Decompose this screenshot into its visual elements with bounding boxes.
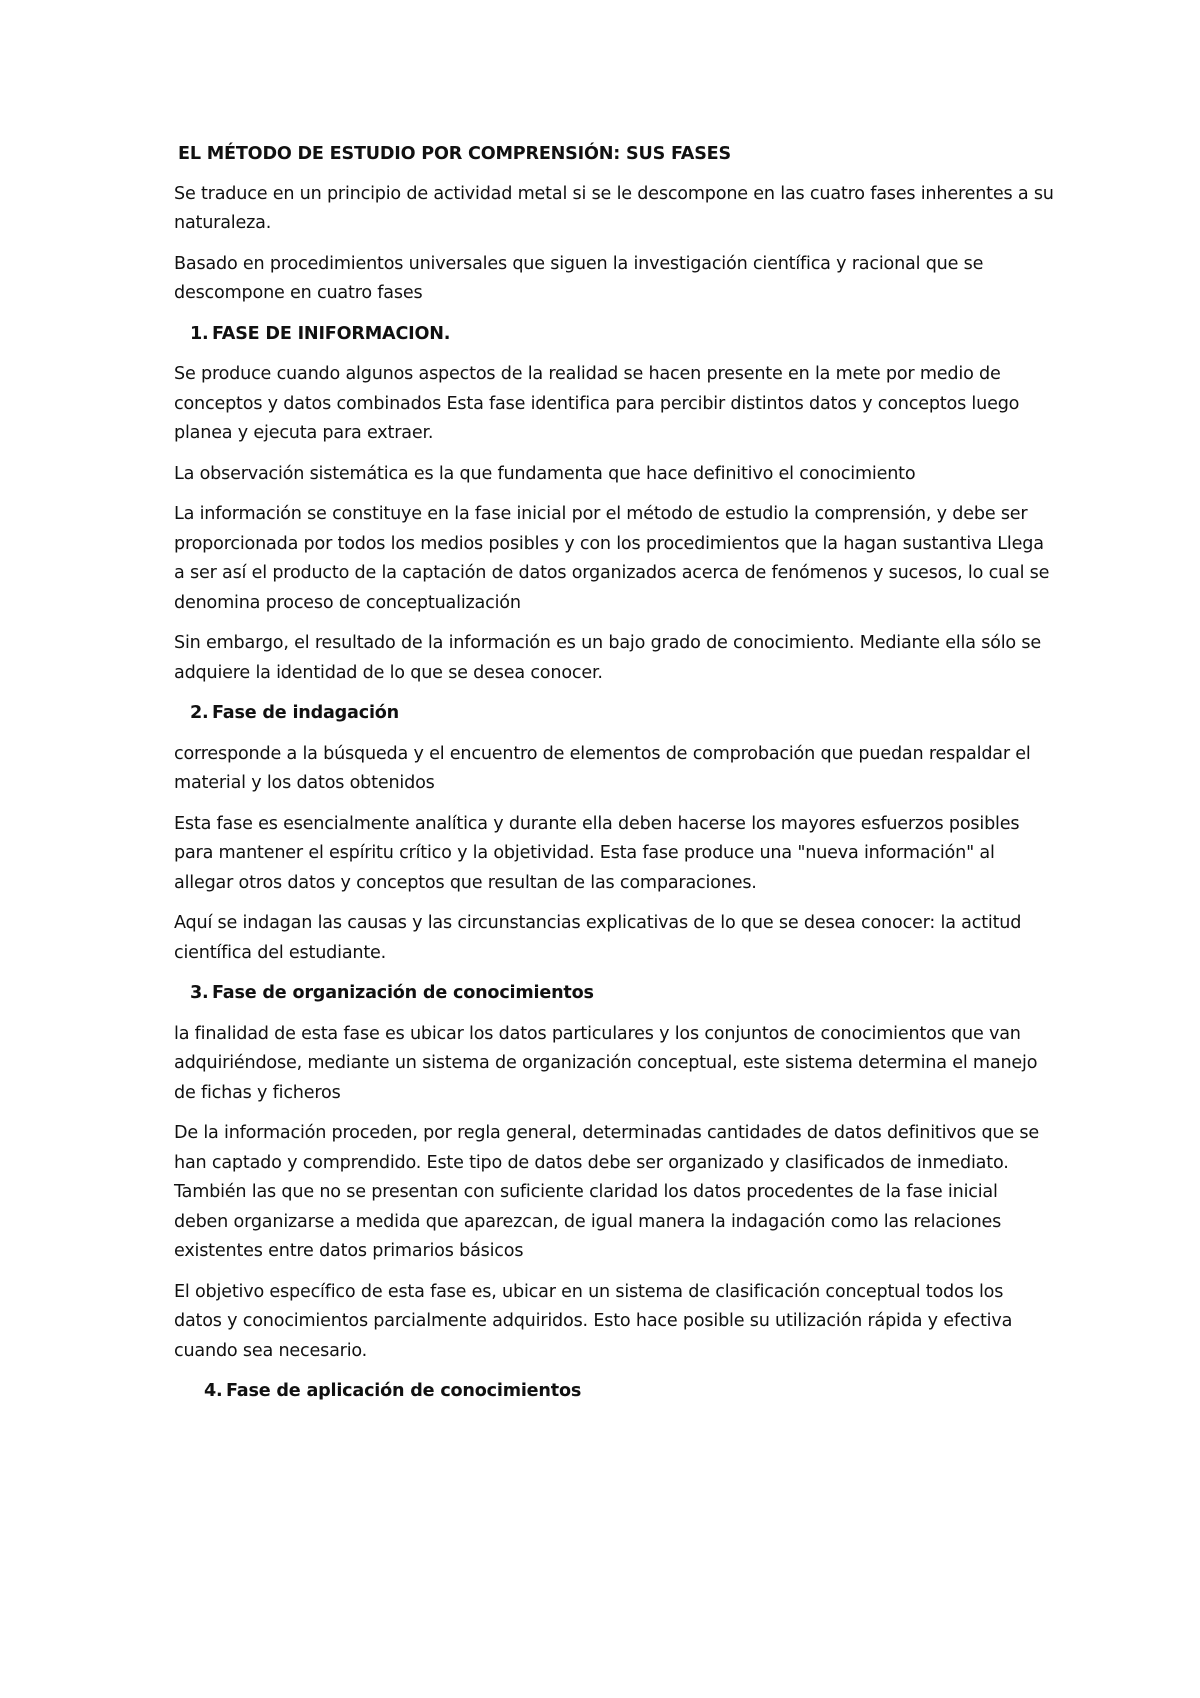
body-paragraph: la finalidad de esta fase es ubicar los datos particulares y los conjuntos de conocimientos que van adquiriéndose, mediante un sistema de organización conceptual, este sistema determina el manejo de fichas y ficheros <box>174 1023 1038 1103</box>
section-heading <box>190 699 1054 729</box>
section-number: 4. <box>204 1381 223 1401</box>
section-heading <box>204 1377 1054 1407</box>
body-paragraph: Aquí se indagan las causas y las circunstancias explicativas de lo que se desea conocer: la actitud científica del estudiante. <box>174 913 1022 963</box>
body-paragraph: La información se constituye en la fase inicial por el método de estudio la comprensión, y debe ser proporcionada por todos los medios posibles y con los procedimientos que la hagan sustantiva Llega a ser así el producto de la captación de datos organizados acerca de fenómenos y sucesos, lo cual se denomina proceso de conceptualización <box>174 504 1050 613</box>
section-heading <box>190 979 1054 1009</box>
body-paragraph: La observación sistemática es la que fundamenta que hace definitivo el conocimiento <box>174 463 916 484</box>
section-number: 1. <box>190 323 209 344</box>
body-paragraph: Sin embargo, el resultado de la información es un bajo grado de conocimiento. Mediante ella sólo se adquiere la identidad de lo que se desea conocer. <box>174 633 1041 683</box>
body-paragraph: De la información proceden, por regla general, determinadas cantidades de datos definitivos que se han captado y comprendido. Este tipo de datos debe ser organizado y clasificados de inmediato. También las que no se presentan con suficiente claridad los datos procedentes de la fase inicial deben organizarse a medida que aparezcan, de igual manera la indagación como las relaciones existentes entre datos primarios básicos <box>174 1123 1039 1261</box>
section-heading-text: Fase de indagación <box>212 703 400 723</box>
intro-paragraph: Basado en procedimientos universales que siguen la investigación científica y racional que se descompone en cuatro fases <box>174 253 984 303</box>
section-heading-text: FASE DE INIFORMACION. <box>212 323 451 344</box>
section-number: 2. <box>190 703 209 723</box>
section-heading-text: Fase de aplicación de conocimientos <box>226 1381 582 1401</box>
section-number: 3. <box>190 983 209 1003</box>
intro-paragraph: Se traduce en un principio de actividad metal si se le descompone en las cuatro fases inherentes a su naturaleza. <box>174 183 1054 233</box>
body-paragraph: corresponde a la búsqueda y el encuentro de elementos de comprobación que puedan respaldar el material y los datos obtenidos <box>174 743 1031 793</box>
body-paragraph: Esta fase es esencialmente analítica y durante ella deben hacerse los mayores esfuerzos posibles para mantener el espíritu crítico y la objetividad. Esta fase produce una "nueva información" al allegar otros datos y conceptos que resultan de las comparaciones. <box>174 813 1020 893</box>
document-title: EL MÉTODO DE ESTUDIO POR COMPRENSIÓN: SUS FASES <box>178 144 731 164</box>
body-paragraph: Se produce cuando algunos aspectos de la realidad se hacen presente en la mete por medio de conceptos y datos combinados Esta fase identifica para percibir distintos datos y conceptos luego planea y ejecuta para extraer. <box>174 364 1020 443</box>
section-heading <box>190 320 1054 350</box>
body-paragraph: El objetivo específico de esta fase es, ubicar en un sistema de clasificación conceptual todos los datos y conocimientos parcialmente adquiridos. Esto hace posible su utilización rápida y efectiva cuando sea necesario. <box>174 1281 1013 1361</box>
document-page <box>174 140 1054 1418</box>
section-heading-text: Fase de organización de conocimientos <box>212 983 594 1003</box>
